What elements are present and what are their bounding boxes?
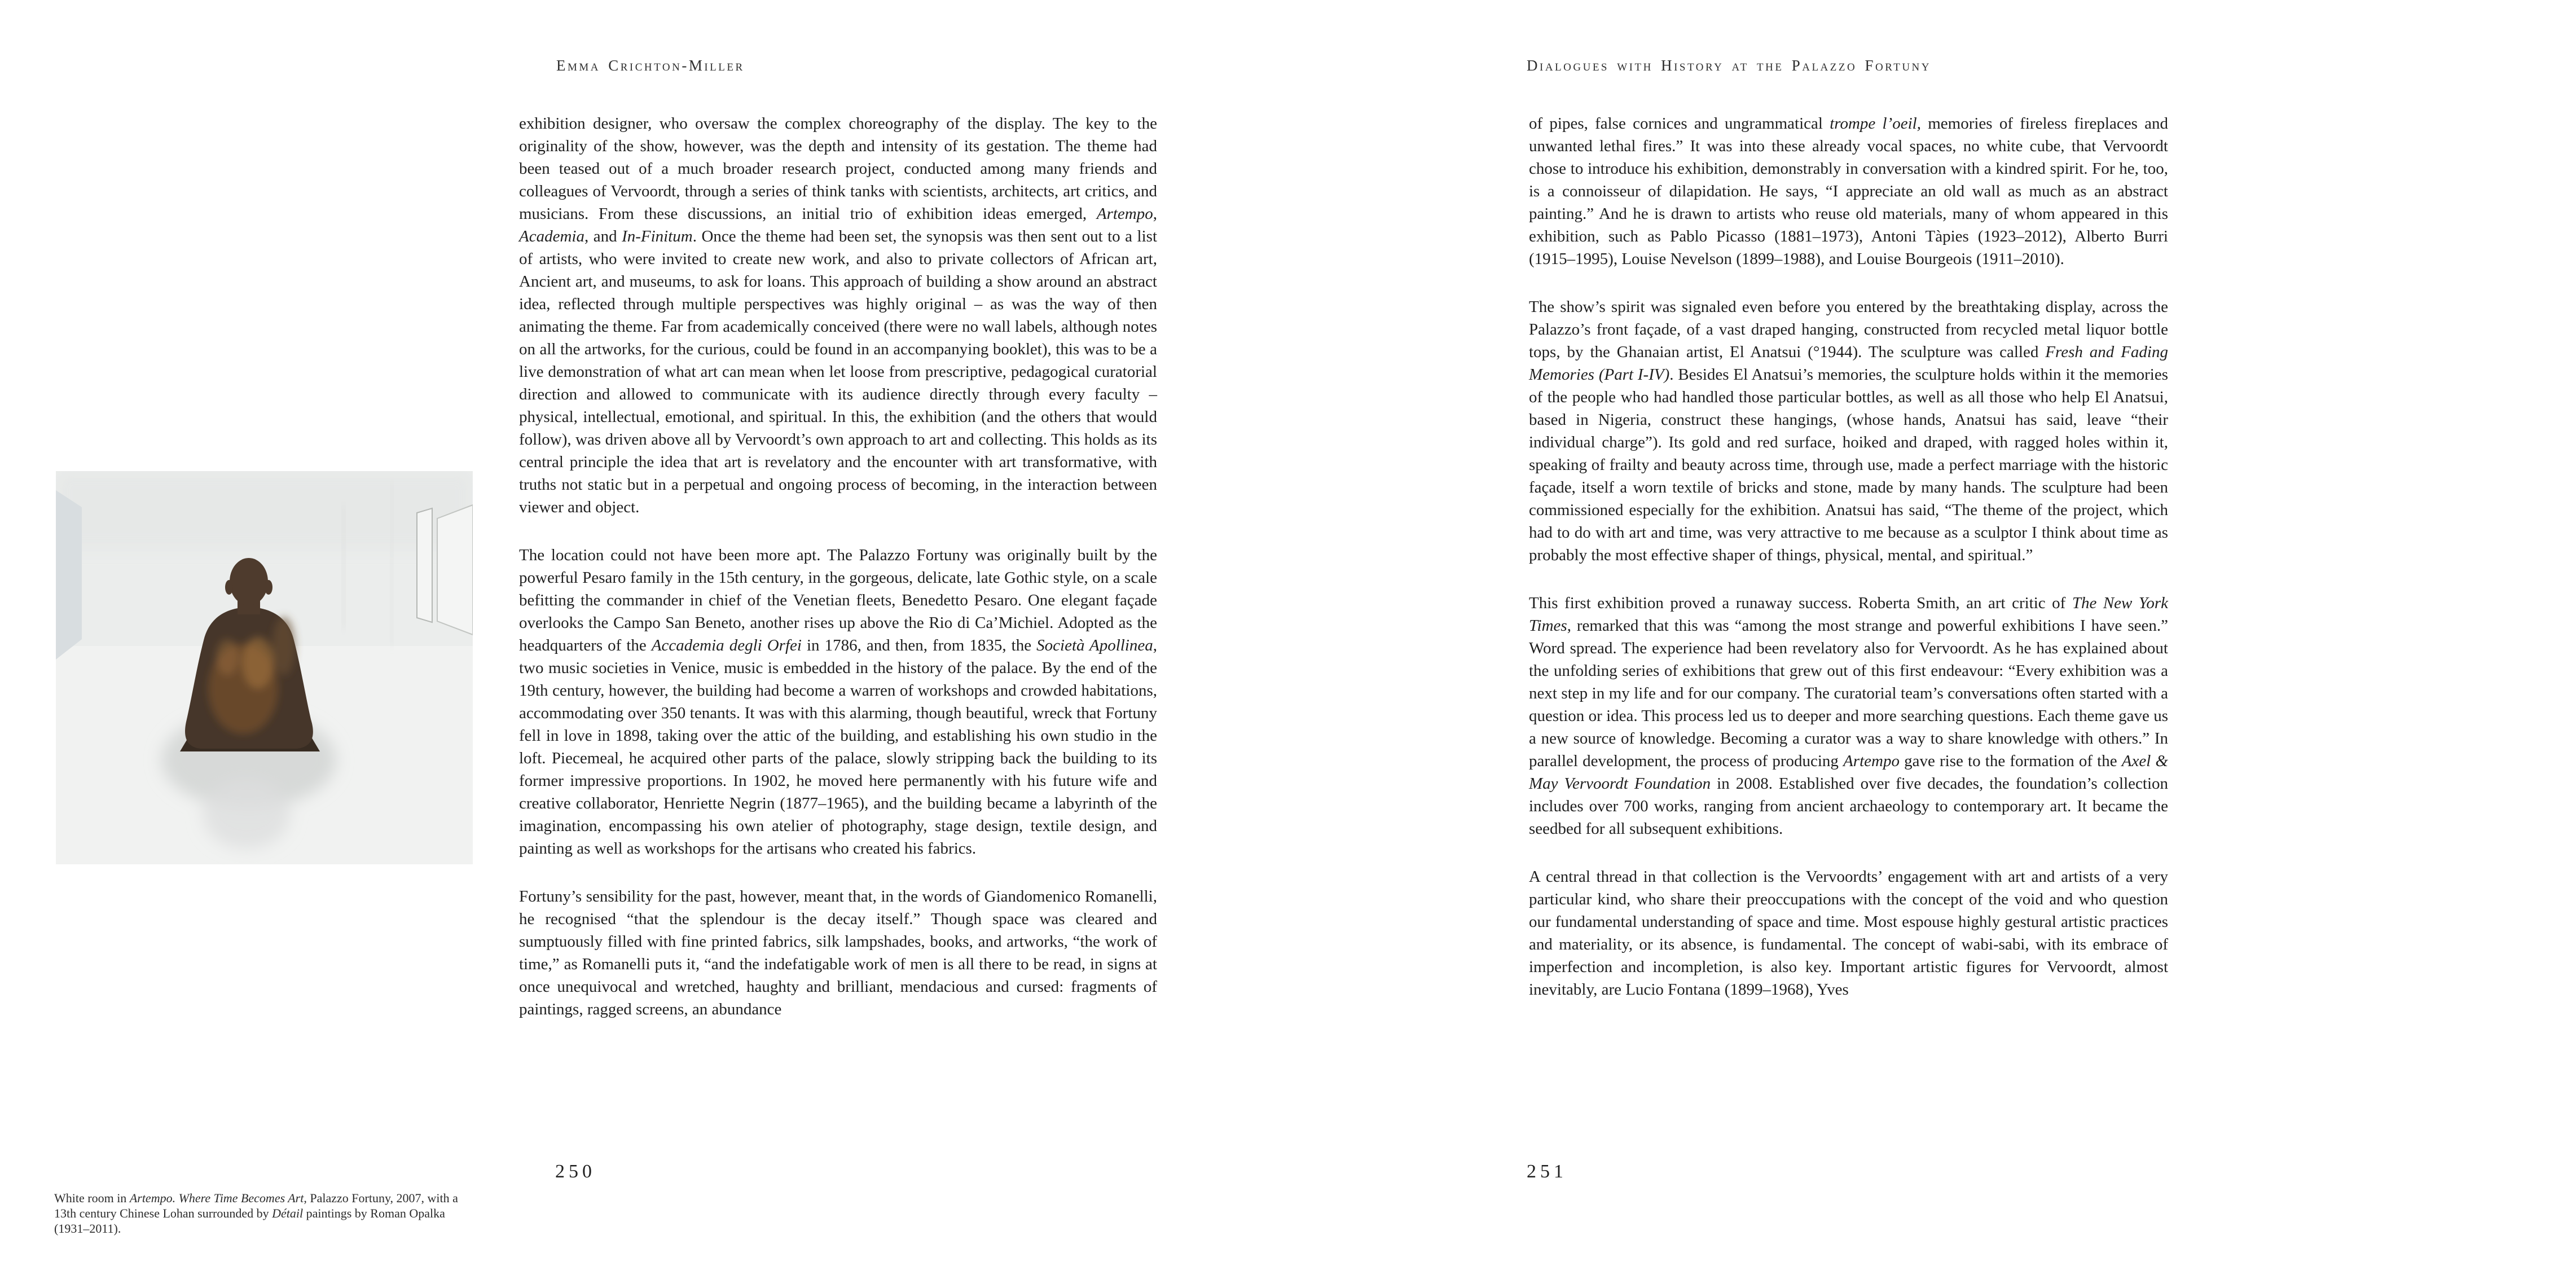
statue-ear-left	[225, 580, 233, 595]
paragraph: of pipes, false cornices and ungrammatical trompe l’oeil, memories of fireless fireplaces and unwanted lethal fires.” It was into these already vocal spaces, no white cube, that Vervoordt chose to introduce his exhibition, demonstrably in conversation with a kindred spirit. For he, too, is a connoisseur of dilapidation. He says, “I appreciate an old wall as much as an abstract painting.” And he is drawn to artists who reuse old materials, many of whom appeared in this exhibition, such as Pablo Picasso (1881–1973), Antoni Tàpies (1923–2012), Alberto Burri (1915–1995), Louise Nevelson (1899–1988), and Louise Bourgeois (1911–2010).	[1529, 115, 2168, 268]
paragraph: The location could not have been more apt. The Palazzo Fortuny was originally built by the powerful Pesaro family in the 15th century, in the gorgeous, delicate, late Gothic style, on a scale befitting the commander in chief of the Venetian fleets, Benedetto Pesaro. One elegant façade overlooks the Campo San Beneto, another rises up above the Rio di Ca’Michiel. Adopted as the headquarters of the Accademia degli Orfei in 1786, and then, from 1835, the Società Apollinea, two music societies in Venice, music is embedded in the history of the palace. By the end of the 19th century, however, the building had become a warren of workshops and crowded habitations, accommodating over 350 tenants. It was with this alarming, though beautiful, wreck that Fortuny fell in love in 1898, taking over the attic of the building, and establishing his own studio in the loft. Piecemeal, he acquired other parts of the palace, slowly stripping back the building to its former impressive proportions. In 1902, he moved here permanently with his future wife and creative collaborator, Henriette Negrin (1877–1965), and the building became a labyrinth of the imagination, encompassing his own atelier of photography, stage design, textile design, and painting as well as workshops for the artisans who created his fabrics.	[519, 546, 1158, 858]
left-text-column	[519, 112, 1157, 1046]
statue-ear-right	[265, 580, 272, 595]
statue-shoulder-highlight	[272, 617, 295, 675]
statue-reflection	[203, 779, 291, 849]
canvas-painting-large	[437, 505, 473, 635]
running-header-right: Dialogues with History at the Palazzo Fortuny	[1527, 57, 1931, 74]
gallery-wall-shading	[56, 471, 473, 550]
figure-caption: White room in Artempo. Where Time Becomes Art, Palazzo Fortuny, 2007, with a 13th century Chinese Lohan surrounded by Détail paintings by Roman Opalka (1931–2011).	[54, 1191, 458, 1236]
page-number-left: 250	[555, 1161, 596, 1182]
right-text-column	[1529, 112, 2168, 1026]
paragraph: Fortuny’s sensibility for the past, however, meant that, in the words of Giandomenico Romanelli, he recognised “that the splendour is the decay itself.” Though space was cleared and sumptuously filled with fine printed fabrics, silk lampshades, books, and artworks, “the work of time,” as Romanelli puts it, “and the indefatigable work of men is all there to be read, in signs at once unequivocal and wretched, haughty and brilliant, mendacious and cursed: fragments of paintings, ragged screens, an abundance	[519, 887, 1157, 1018]
paragraph: A central thread in that collection is the Vervoordts’ engagement with art and artists of a very particular kind, who share their preoccupations with the concept of the void and who question our fundamental understanding of space and time. Most espouse highly gestural artistic practices and materiality, or its absence, is fundamental. The concept of wabi-sabi, with its embrace of imperfection and incompletion, is also key. Important artistic figures for Vervoordt, almost inevitably, are Lucio Fontana (1899–1968), Yves	[1529, 868, 2168, 999]
statue-ochre-patch	[242, 637, 274, 689]
statue-ochre-patch-2	[216, 639, 239, 675]
wall-corner-line-2	[391, 482, 393, 646]
running-header-left: Emma Crichton-Miller	[556, 57, 745, 74]
left-wall-panel	[56, 490, 82, 660]
page-number-right: 251	[1527, 1161, 1567, 1182]
paragraph: exhibition designer, who oversaw the complex choreography of the display. The key to the originality of the show, however, was the depth and intensity of its gestation. The theme had been teased out of a much broader research project, conducted among many friends and colleagues of Vervoordt, through a series of think tanks with scientists, architects, art critics, and musicians. From these discussions, an initial trio of exhibition ideas emerged, Artempo, Academia, and In-Finitum. Once the theme had been set, the synopsis was then sent out to a list of artists, who were invited to create new work, and also to private collectors of African art, Ancient art, and museums, to ask for loans. This approach of building a show around an abstract idea, reflected through multiple perspectives was highly original – as was the way of then animating the theme. Far from academically conceived (there were no wall labels, although notes on all the artworks, for the curious, could be found in an accompanying booklet), this was to be a live demonstration of what art can mean when let loose from prescriptive, pedagogical curatorial direction and allowed to communicate with its audience directly through every faculty – physical, intellectual, emotional, and spiritual. In this, the exhibition (and the others that would follow), was driven above all by Vervoordt’s own approach to art and collecting. This holds as its central principle the idea that art is revelatory and the encounter with art transformative, with truths not static but in a perpetual and ongoing process of becoming, in the interaction between viewer and object.	[519, 115, 1157, 516]
gallery-photo-seated-lohan	[56, 471, 473, 864]
canvas-painting-small	[417, 508, 432, 622]
statue-head	[230, 558, 268, 605]
gallery-photo-illustration	[56, 471, 473, 864]
paragraph: The show’s spirit was signaled even before you entered by the breathtaking display, across the Palazzo’s front façade, of a vast draped hanging, constructed from recycled metal liquor bottle tops, by the Ghanaian artist, El Anatsui (°1944). The sculpture was called Fresh and Fading Memories (Part I-IV). Besides El Anatsui’s memories, the sculpture holds within it the memories of the people who had handled those particular bottles, as well as all those who help El Anatsui, based in Nigeria, construct these hangings, (whose hands, Anatsui has said, leave “their individual charge”). Its gold and red surface, hoiked and draped, with ragged holes within it, speaking of frailty and beauty across time, through use, made a perfect marriage with the historic façade, itself a worn textile of bricks and stone, made by many hands. The sculpture had been commissioned especially for the exhibition. Anatsui has said, “The theme of the project, which had to do with art and time, was very attractive to me because as a sculptor I think about time as probably the most effective shaper of things, physical, mental, and spiritual.”	[1529, 298, 2168, 564]
wall-corner-line	[342, 505, 345, 629]
paragraph: This first exhibition proved a runaway success. Roberta Smith, an art critic of The New York Times, remarked that this was “among the most strange and powerful exhibitions I have seen.” Word spread. The experience had been revelatory also for Vervoordt. As he has explained about the unfolding series of exhibitions that grew out of this first endeavour: “Every exhibition was a next step in my life and for our company. The curatorial team’s conversations often started with a question or idea. This process led us to deeper and more searching questions. Each theme gave us a new source of knowledge. Becoming a curator was a way to share knowledge with others.” In parallel development, the process of producing Artempo gave rise to the formation of the Axel & May Vervoordt Foundation in 2008. Established over five decades, the foundation’s collection includes over 700 works, ranging from ancient archaeology to contemporary art. It became the seedbed for all subsequent exhibitions.	[1529, 594, 2169, 838]
